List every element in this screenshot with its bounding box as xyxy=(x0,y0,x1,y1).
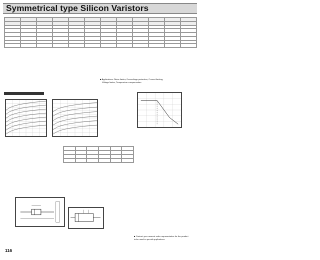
right-chart-curve xyxy=(141,101,178,125)
selection-table-cell xyxy=(87,159,99,163)
spec-table-row xyxy=(5,44,197,48)
applications-note-line1: ■ Applications: Noise limiter, Overvoltage protection, Current limiting, xyxy=(100,79,164,81)
middle-chart xyxy=(52,99,98,137)
spec-table-cell xyxy=(21,44,37,48)
spec-table-cell xyxy=(133,44,149,48)
spec-table-cell xyxy=(69,44,85,48)
selection-table-cell xyxy=(75,159,87,163)
spec-table-cell xyxy=(37,44,53,48)
right-chart xyxy=(137,92,182,128)
middle-chart-plot xyxy=(53,100,97,136)
spec-table-cell xyxy=(101,44,117,48)
left-chart-plot xyxy=(6,100,46,136)
outline-drawing-svg xyxy=(16,198,64,226)
applications-note-line2: Voltage limiter, Temperature compensation xyxy=(102,82,142,84)
spec-table-cell xyxy=(181,44,197,48)
footnote xyxy=(134,236,196,241)
spec-table-cell xyxy=(5,44,21,48)
outline-drawing xyxy=(15,197,65,227)
spec-table-cell xyxy=(149,44,165,48)
selection-table-cell xyxy=(64,159,76,163)
spec-table-cell xyxy=(165,44,181,48)
selection-table-cell xyxy=(110,159,122,163)
right-chart-plot xyxy=(138,93,181,127)
spec-table-cell xyxy=(117,44,133,48)
left-chart xyxy=(5,99,47,137)
spec-table-cell xyxy=(85,44,101,48)
footnote-line2: to be used in special applications. xyxy=(134,238,166,241)
page-number: 116 xyxy=(5,248,13,253)
spec-table-cell xyxy=(53,44,69,48)
selection-table-cell xyxy=(98,159,110,163)
selection-table xyxy=(63,146,134,163)
spec-table xyxy=(4,17,197,48)
marking-drawing xyxy=(68,207,104,229)
marking-drawing-svg xyxy=(69,208,103,228)
section-bar xyxy=(4,92,44,95)
footnote-line1: ■ Contact your nearest sales representative for the product xyxy=(134,236,189,238)
page-title: Symmetrical type Silicon Varistors xyxy=(6,3,149,13)
selection-table-cell xyxy=(122,159,134,163)
